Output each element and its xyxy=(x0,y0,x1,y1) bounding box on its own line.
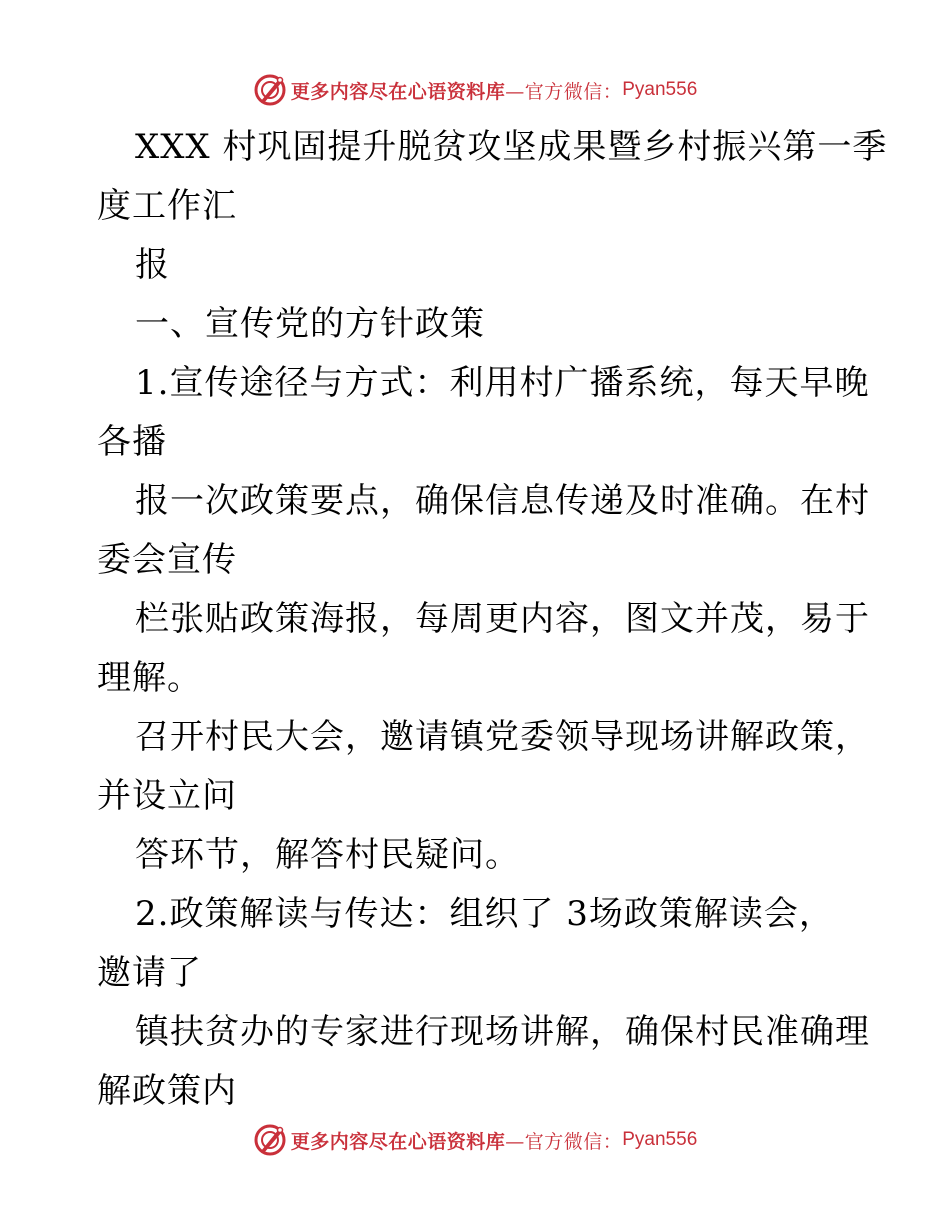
watermark-header xyxy=(0,70,950,110)
paragraph-line: 报一次政策要点，确保信息传递及时准确。在村 xyxy=(135,481,870,521)
paragraph-line: 答环节，解答村民疑问。 xyxy=(135,835,520,875)
paragraph-line: 并设立问 xyxy=(97,776,237,816)
paragraph-line: 2.政策解读与传达：组织了 3场政策解读会， xyxy=(135,894,834,934)
paragraph-line: 召开村民大会，邀请镇党委领导现场讲解政策， xyxy=(135,717,870,757)
document-title-line: 报 xyxy=(135,245,170,285)
document-body xyxy=(97,118,888,1121)
paragraph-line: 委会宣传 xyxy=(97,540,237,580)
paragraph-line: 各播 xyxy=(97,422,167,462)
watermark-wechat-id: Pyan556 xyxy=(622,1129,698,1150)
paragraph-line: 邀请了 xyxy=(97,953,202,993)
paragraph-line: 理解。 xyxy=(97,658,202,698)
paragraph-line: 1.宣传途径与方式：利用村广播系统，每天早晚 xyxy=(135,363,870,403)
pen-seal-logo-icon xyxy=(253,73,287,107)
watermark-wechat-id: Pyan556 xyxy=(622,79,698,100)
watermark-footer xyxy=(0,1120,950,1160)
pen-seal-logo-icon xyxy=(253,1123,287,1157)
watermark-main-text: 更多内容尽在心语资料库 xyxy=(290,80,506,103)
watermark-main-text: 更多内容尽在心语资料库 xyxy=(290,1130,506,1153)
document-title-line: XXX 村巩固提升脱贫攻坚成果暨乡村振兴第一季 xyxy=(135,127,888,167)
paragraph-line: 镇扶贫办的专家进行现场讲解，确保村民准确理 xyxy=(135,1012,870,1052)
section-heading: 一、宣传党的方针政策 xyxy=(135,304,485,344)
watermark-separator-text: —官方微信： xyxy=(505,1130,623,1153)
paragraph-line: 解政策内 xyxy=(97,1071,237,1111)
watermark-separator-text: —官方微信： xyxy=(505,80,623,103)
document-title-line: 度工作汇 xyxy=(97,186,237,226)
paragraph-line: 栏张贴政策海报，每周更内容，图文并茂，易于 xyxy=(135,599,870,639)
